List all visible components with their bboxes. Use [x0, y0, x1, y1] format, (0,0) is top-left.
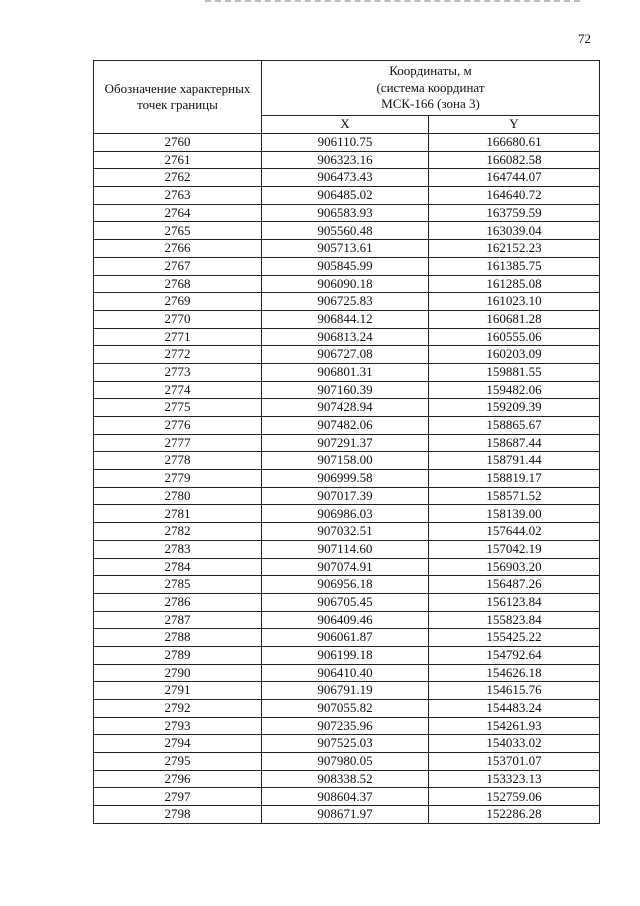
point-id-cell: 2785: [94, 576, 262, 594]
point-id-cell: 2772: [94, 346, 262, 364]
y-cell: 158687.44: [429, 434, 600, 452]
point-id-cell: 2797: [94, 788, 262, 806]
table-row: [94, 682, 600, 700]
x-cell: 907980.05: [262, 753, 429, 771]
point-id-cell: 2792: [94, 700, 262, 718]
scan-edge-marks: [205, 0, 580, 6]
table-row: [94, 629, 600, 647]
x-cell: 906410.40: [262, 664, 429, 682]
point-id-cell: 2762: [94, 169, 262, 187]
x-cell: 906999.58: [262, 470, 429, 488]
x-cell: 907291.37: [262, 434, 429, 452]
table-row: [94, 646, 600, 664]
y-cell: 154626.18: [429, 664, 600, 682]
y-cell: 160203.09: [429, 346, 600, 364]
point-id-cell: 2780: [94, 487, 262, 505]
coordinates-table: [93, 60, 600, 824]
table-row: [94, 717, 600, 735]
point-id-cell: 2777: [94, 434, 262, 452]
x-cell: 907032.51: [262, 523, 429, 541]
point-id-cell: 2779: [94, 470, 262, 488]
x-cell: 907160.39: [262, 381, 429, 399]
table-row: [94, 700, 600, 718]
x-cell: 906583.93: [262, 204, 429, 222]
y-cell: 158865.67: [429, 417, 600, 435]
table-row: [94, 664, 600, 682]
x-cell: 907428.94: [262, 399, 429, 417]
table-row: [94, 505, 600, 523]
y-cell: 156487.26: [429, 576, 600, 594]
y-cell: 166082.58: [429, 151, 600, 169]
y-cell: 160681.28: [429, 310, 600, 328]
x-cell: 906061.87: [262, 629, 429, 647]
y-cell: 154483.24: [429, 700, 600, 718]
x-cell: 907114.60: [262, 540, 429, 558]
x-cell: 905713.61: [262, 240, 429, 258]
y-cell: 161385.75: [429, 257, 600, 275]
table-row: [94, 540, 600, 558]
point-id-cell: 2788: [94, 629, 262, 647]
table-row: [94, 275, 600, 293]
point-id-cell: 2775: [94, 399, 262, 417]
x-cell: 907525.03: [262, 735, 429, 753]
point-id-cell: 2761: [94, 151, 262, 169]
y-cell: 161023.10: [429, 293, 600, 311]
x-cell: 907482.06: [262, 417, 429, 435]
x-cell: 906090.18: [262, 275, 429, 293]
table-row: [94, 363, 600, 381]
x-cell: 906956.18: [262, 576, 429, 594]
y-cell: 159881.55: [429, 363, 600, 381]
table-row: [94, 151, 600, 169]
y-cell: 163039.04: [429, 222, 600, 240]
y-cell: 154033.02: [429, 735, 600, 753]
x-cell: 906725.83: [262, 293, 429, 311]
x-cell: 906323.16: [262, 151, 429, 169]
y-cell: 159209.39: [429, 399, 600, 417]
point-id-cell: 2764: [94, 204, 262, 222]
x-cell: 907017.39: [262, 487, 429, 505]
x-cell: 907055.82: [262, 700, 429, 718]
y-cell: 158791.44: [429, 452, 600, 470]
x-cell: 906844.12: [262, 310, 429, 328]
x-cell: 908338.52: [262, 770, 429, 788]
coordinate-system: (система координат: [376, 79, 485, 95]
point-label-header: Обозначение характерных точек границы: [94, 61, 262, 134]
point-id-cell: 2784: [94, 558, 262, 576]
table-row: [94, 558, 600, 576]
table-row: [94, 222, 600, 240]
table-row: [94, 257, 600, 275]
point-id-cell: 2773: [94, 363, 262, 381]
y-cell: 158819.17: [429, 470, 600, 488]
table-row: [94, 452, 600, 470]
y-header: Y: [429, 116, 600, 134]
y-cell: 152286.28: [429, 806, 600, 824]
table-row: [94, 735, 600, 753]
y-cell: 158139.00: [429, 505, 600, 523]
page-number: 72: [578, 31, 591, 46]
y-cell: 157644.02: [429, 523, 600, 541]
point-id-cell: 2786: [94, 593, 262, 611]
table-row: [94, 611, 600, 629]
table-body: [94, 134, 600, 824]
point-id-cell: 2782: [94, 523, 262, 541]
point-id-cell: 2778: [94, 452, 262, 470]
x-cell: 905560.48: [262, 222, 429, 240]
y-cell: 155823.84: [429, 611, 600, 629]
table-row: [94, 593, 600, 611]
point-id-cell: 2793: [94, 717, 262, 735]
x-cell: 905845.99: [262, 257, 429, 275]
x-cell: 908604.37: [262, 788, 429, 806]
point-id-cell: 2776: [94, 417, 262, 435]
table-row: [94, 169, 600, 187]
table-row: [94, 310, 600, 328]
table-row: [94, 806, 600, 824]
table-row: [94, 134, 600, 152]
y-cell: 154792.64: [429, 646, 600, 664]
table-row: [94, 240, 600, 258]
table-row: [94, 417, 600, 435]
point-id-cell: 2771: [94, 328, 262, 346]
table-row: [94, 346, 600, 364]
y-cell: 156123.84: [429, 593, 600, 611]
coordinates-header: [262, 61, 600, 116]
x-cell: 906473.43: [262, 169, 429, 187]
coordinate-zone: МСК-166 (зона 3): [381, 96, 480, 112]
point-id-cell: 2767: [94, 257, 262, 275]
table-row: [94, 434, 600, 452]
table-row: [94, 187, 600, 205]
point-id-cell: 2798: [94, 806, 262, 824]
point-id-cell: 2770: [94, 310, 262, 328]
table-row: [94, 399, 600, 417]
x-cell: 907074.91: [262, 558, 429, 576]
y-cell: 153701.07: [429, 753, 600, 771]
y-cell: 157042.19: [429, 540, 600, 558]
point-id-cell: 2796: [94, 770, 262, 788]
point-id-cell: 2781: [94, 505, 262, 523]
y-cell: 154615.76: [429, 682, 600, 700]
point-id-cell: 2774: [94, 381, 262, 399]
y-cell: 162152.23: [429, 240, 600, 258]
table-row: [94, 328, 600, 346]
y-cell: 152759.06: [429, 788, 600, 806]
y-cell: 163759.59: [429, 204, 600, 222]
table-row: [94, 770, 600, 788]
table-row: [94, 753, 600, 771]
x-cell: 906813.24: [262, 328, 429, 346]
table-row: [94, 470, 600, 488]
point-id-cell: 2795: [94, 753, 262, 771]
x-cell: 906199.18: [262, 646, 429, 664]
point-id-cell: 2791: [94, 682, 262, 700]
point-id-cell: 2769: [94, 293, 262, 311]
table-row: [94, 204, 600, 222]
table-row: [94, 381, 600, 399]
x-cell: 906727.08: [262, 346, 429, 364]
y-cell: 160555.06: [429, 328, 600, 346]
x-cell: 906986.03: [262, 505, 429, 523]
y-cell: 164744.07: [429, 169, 600, 187]
y-cell: 158571.52: [429, 487, 600, 505]
x-cell: 906409.46: [262, 611, 429, 629]
x-cell: 906485.02: [262, 187, 429, 205]
point-id-cell: 2794: [94, 735, 262, 753]
table-row: [94, 788, 600, 806]
point-id-cell: 2790: [94, 664, 262, 682]
x-cell: 906705.45: [262, 593, 429, 611]
x-cell: 907235.96: [262, 717, 429, 735]
table-row: [94, 487, 600, 505]
y-cell: 156903.20: [429, 558, 600, 576]
y-cell: 164640.72: [429, 187, 600, 205]
x-header: X: [262, 116, 429, 134]
table-row: [94, 523, 600, 541]
x-cell: 906801.31: [262, 363, 429, 381]
point-id-cell: 2787: [94, 611, 262, 629]
point-id-cell: 2765: [94, 222, 262, 240]
y-cell: 166680.61: [429, 134, 600, 152]
x-cell: 906791.19: [262, 682, 429, 700]
y-cell: 155425.22: [429, 629, 600, 647]
y-cell: 153323.13: [429, 770, 600, 788]
coordinates-title: Координаты, м: [389, 63, 472, 79]
point-id-cell: 2763: [94, 187, 262, 205]
point-id-cell: 2783: [94, 540, 262, 558]
point-id-cell: 2760: [94, 134, 262, 152]
point-id-cell: 2766: [94, 240, 262, 258]
y-cell: 154261.93: [429, 717, 600, 735]
y-cell: 161285.08: [429, 275, 600, 293]
point-id-cell: 2789: [94, 646, 262, 664]
table-row: [94, 293, 600, 311]
point-id-cell: 2768: [94, 275, 262, 293]
table-row: [94, 576, 600, 594]
y-cell: 159482.06: [429, 381, 600, 399]
x-cell: 906110.75: [262, 134, 429, 152]
x-cell: 908671.97: [262, 806, 429, 824]
x-cell: 907158.00: [262, 452, 429, 470]
